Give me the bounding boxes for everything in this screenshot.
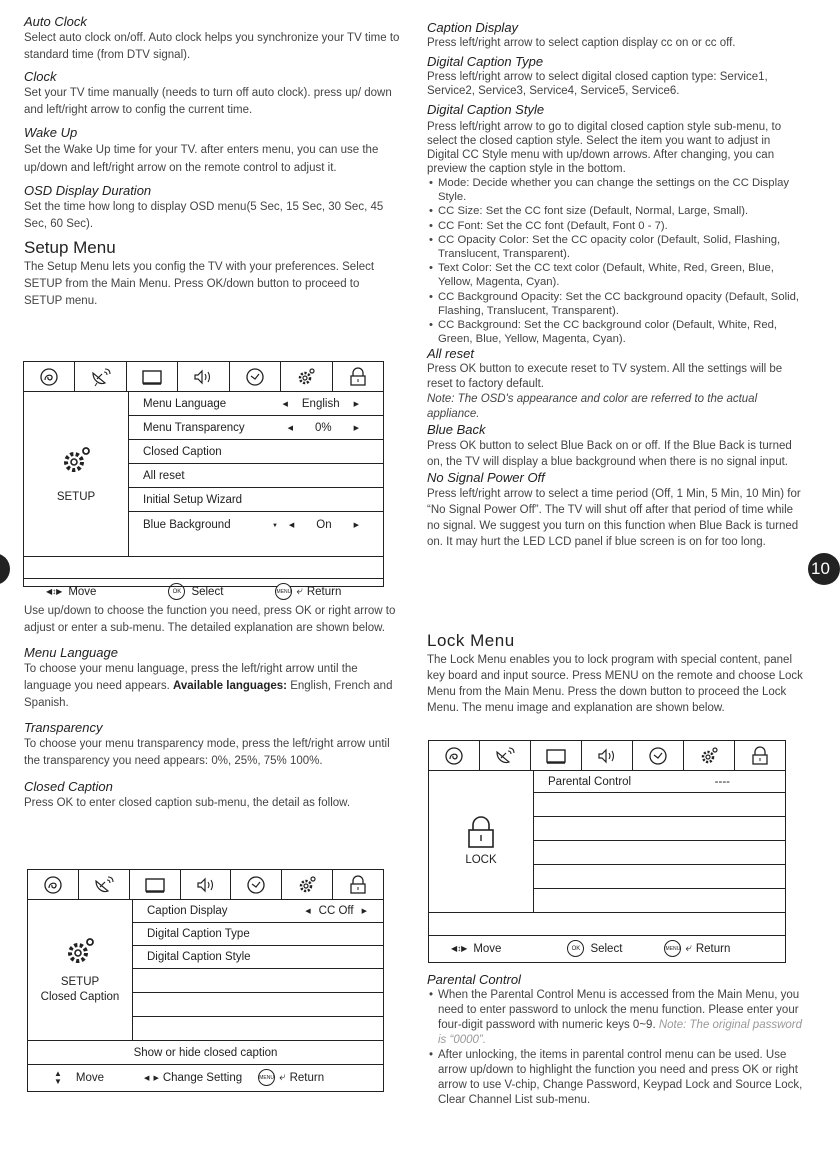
scroll-down-icon: ▼ [272,523,278,529]
tab-picture[interactable] [24,362,75,391]
picture-icon [43,875,63,895]
menu-button-icon: MENU [258,1069,275,1086]
osd-row-empty [534,865,785,889]
caption-display-title: Caption Display [427,20,519,35]
menu-language-text: To choose your menu language, press the left/right arrow until the language you need appears. Available languages: English, French and Spanish. [24,663,393,709]
gear-icon-large [59,444,93,476]
picture-icon [444,746,464,766]
osd-row-caption-display[interactable]: Caption Display ◀ CC Off ▶ [133,900,383,923]
return-hint: MENU ⤶ Return [258,1069,324,1086]
osd-row-parental-control[interactable]: Parental Control ---- [534,771,785,793]
osd-side-label: SETUP [56,490,96,503]
osd-row-digital-caption-style[interactable]: Digital Caption Style [133,946,383,969]
tab-channel[interactable] [480,741,531,770]
satellite-dish-icon [494,746,516,766]
arrow-right-icon: ▶ [361,908,367,915]
tab-audio[interactable] [582,741,633,770]
lock-menu-title: Lock Menu [427,631,515,650]
lock-icon-large [466,815,496,849]
arrow-left-icon: ◀ [288,521,295,529]
list-item: • CC Background Opacity: Set the CC background opacity (Default, Solid, Flashing, Translucent, Transparent). [427,290,805,318]
arrow-right-icon: ▶ [353,424,359,432]
wake-up-title: Wake Up [24,125,78,140]
ok-button-icon: OK [567,940,584,957]
osd-row-empty [534,793,785,817]
parental-control-title: Parental Control [427,972,521,987]
left-column-lower [24,603,400,812]
digital-caption-type-title: Digital Caption Type [427,54,544,69]
osd-side-sublabel: Closed Caption [40,991,120,1003]
arrow-right-icon: ▶ [153,1074,159,1082]
osd-row-closed-caption[interactable]: Closed Caption [129,440,383,464]
lock-icon [750,746,770,766]
page-number-right: 10 [808,553,840,585]
osd-duration-title: OSD Display Duration [24,183,152,198]
all-reset-text: Press OK button to execute reset to TV system. All the settings will be reset to factory default. [427,363,783,391]
return-hint: MENU ⤶ Return [275,583,341,600]
osd-side-panel [28,900,133,1040]
clock-text: Set your TV time manually (needs to turn off auto clock). press up/ down and left/right arrow to config the current time. [24,87,392,116]
osd-rows [534,771,785,912]
parental-control-section [427,972,805,1108]
page-number-left [0,553,10,585]
osd-blank-bar [429,913,785,936]
move-hint: ◀↕▶ Move [46,585,97,598]
tab-lock[interactable] [735,741,785,770]
osd-tab-bar [24,362,383,392]
osd-tab-bar [28,870,383,900]
list-item: • Mode: Decide whether you can change the settings on the CC Display Style. [427,176,805,204]
arrow-right-icon: ▶ [353,400,359,408]
list-item: • When the Parental Control Menu is accessed from the Main Menu, you need to enter password to unlock the menu function. Please enter your four-digit password with numeric keys 0~9. Note: The original password is “0000”. [427,988,805,1048]
osd-footer [24,579,383,604]
gear-icon [296,875,318,895]
osd-row-empty [534,841,785,865]
speaker-icon [192,368,214,386]
osd-side-panel [24,392,129,556]
list-item: • CC Opacity Color: Set the CC opacity color (Default, Solid, Flashing, Translucent, Transparent). [427,233,805,261]
osd-row-menu-transparency[interactable]: Menu Transparency ◀ 0% ▶ [129,416,383,440]
osd-row-empty [133,993,383,1017]
osd-hint-bar: Show or hide closed caption [28,1041,383,1065]
osd-row-empty [133,969,383,993]
list-item: • Text Color: Set the CC text color (Default, White, Red, Green, Blue, Yellow, Magenta, Cyan). [427,261,805,289]
list-item: • CC Background: Set the CC background color (Default, White, Red, Green, Blue, Yellow, Magenta, Cyan). [427,318,805,346]
setup-menu-title: Setup Menu [24,238,116,257]
ok-button-icon: OK [168,583,185,600]
clock-icon [648,746,668,766]
move-hint: ◀↕▶ Move [451,942,502,955]
gear-icon [698,746,720,766]
arrow-left-icon: ◀ [305,908,311,915]
lock-icon [348,367,368,387]
osd-side-label: SETUP [60,976,100,988]
closed-caption-text: Press OK to enter closed caption sub-menu, the detail as follow. [24,797,351,809]
lock-icon [348,875,368,895]
list-item: • CC Size: Set the CC font size (Default, Normal, Large, Small). [427,204,805,218]
menu-language-title: Menu Language [24,645,118,660]
list-item: • CC Font: Set the CC font (Default, Font 0 - 7). [427,219,805,233]
return-arrow-icon: ⤶ [279,1071,286,1083]
arrow-left-icon: ◀ [282,400,288,408]
tab-audio[interactable] [178,362,229,391]
tab-setup[interactable] [684,741,735,770]
osd-row-empty [534,889,785,913]
select-hint: OK Select [168,583,223,600]
osd-row-digital-caption-type[interactable]: Digital Caption Type [133,923,383,946]
osd-duration-text: Set the time how long to display OSD menu(5 Sec, 15 Sec, 30 Sec, 45 Sec, 60 Sec). [24,201,384,230]
speaker-icon [195,876,217,894]
picture-icon [39,367,59,387]
tab-setup[interactable] [281,362,332,391]
tab-display[interactable] [130,870,181,899]
tab-picture[interactable] [28,870,79,899]
osd-side-panel [429,771,534,912]
return-arrow-icon: ⤶ [296,585,303,597]
clock-icon [246,875,266,895]
osd-row-all-reset[interactable]: All reset [129,464,383,488]
arrow-left-icon: ◀ [287,424,293,432]
left-column [24,14,400,310]
digital-caption-style-text: Press left/right arrow to go to digital closed caption style sub-menu, to select the closed caption style. Select the item you want to adjust in Digital CC Style menu with up/down arrows. After changing, you can preview the caption style in the bottom. [427,121,782,175]
four-way-arrow-icon: ◀↕▶ [46,587,63,596]
osd-rows [133,900,383,1040]
speaker-icon [596,747,618,765]
all-reset-title: All reset [427,346,474,362]
lock-menu-text: The Lock Menu enables you to lock program with special content, panel key board and input source. Press MENU on the remote and choose Lock Menu from the Main Menu. Press the down button to proceed the Lock Menu. The menu image and explanation are shown below. [427,654,803,714]
tab-setup[interactable] [282,870,333,899]
blue-back-text: Press OK button to select Blue Back on or off. If the Blue Back is turned on, the TV will display a blue background when there is no signal input. [427,440,792,469]
closed-caption-title: Closed Caption [24,779,113,794]
clock-icon [245,367,265,387]
return-hint: MENU ⤶ Return [664,940,730,957]
osd-row-blue-background[interactable]: Blue Background ▼ ◀ On ▶ [143,518,359,531]
caption-display-text: Press left/right arrow to select caption display cc on or cc off. [427,37,736,49]
setup-menu-text: The Setup Menu lets you config the TV with your preferences. Select SETUP from the Main Menu. Press OK/down button to proceed to SETUP menu. [24,261,375,307]
tab-display[interactable] [127,362,178,391]
auto-clock-text: Select auto clock on/off. Auto clock helps you synchronize your TV time to standard time (from DTV signal). [24,32,400,61]
osd-row-empty [534,817,785,841]
osd-rows [129,392,383,556]
tab-lock[interactable] [333,870,383,899]
arrow-left-icon: ◀ [144,1074,150,1082]
satellite-dish-icon [90,367,112,387]
tab-picture[interactable] [429,741,480,770]
setup-menu-osd [23,361,384,598]
osd-main [24,392,383,557]
satellite-dish-icon [93,875,115,895]
no-signal-title: No Signal Power Off [427,470,545,486]
digital-caption-type-text: Press left/right arrow to select digital closed caption type: Service1, Service2, Service3, Service4, Service5, Service6. [427,71,768,97]
osd-blank-bar [24,557,383,579]
tab-time[interactable] [231,870,282,899]
gear-icon [295,367,317,387]
osd-footer [429,936,785,961]
transparency-title: Transparency [24,720,103,735]
tab-time[interactable] [230,362,281,391]
change-setting-hint: ◀ ▶ Change Setting [144,1071,243,1084]
tab-channel[interactable] [79,870,130,899]
osd-row-initial-setup-wizard[interactable]: Initial Setup Wizard [129,488,383,512]
tab-lock[interactable] [333,362,383,391]
tab-audio[interactable] [181,870,232,899]
screen-icon [141,368,163,386]
gear-icon-large [63,935,97,967]
arrow-right-icon: ▶ [353,521,359,529]
tab-display[interactable] [531,741,582,770]
lock-menu-osd [428,740,786,963]
osd-side-label: LOCK [465,854,497,866]
list-item: • After unlocking, the items in parental control menu can be used. Use arrow up/down to highlight the function you need and press OK or right arrow to use V-chip, Change Password, Keypad Lock and Source Lock, Clear Channel List sub-menu. [427,1048,805,1108]
digital-caption-style-title: Digital Caption Style [427,102,545,117]
clock-title: Clock [24,69,57,84]
move-hint: ▲ ▼ Move [54,1068,105,1086]
parental-control-list [427,988,805,1108]
auto-clock-title: Auto Clock [24,14,87,29]
after-menu-text: Use up/down to choose the function you need, press OK or right arrow to adjust or enter a sub-menu. The detailed explanation are shown below. [24,605,396,634]
blue-back-title: Blue Back [427,422,486,438]
screen-icon [144,876,166,894]
four-way-arrow-icon: ◀↕▶ [451,944,468,953]
transparency-text: To choose your menu transparency mode, press the left/right arrow until the transparency you need appears: 0%, 25%, 75% 100%. [24,738,390,767]
screen-icon [545,747,567,765]
osd-footer [28,1065,383,1090]
closed-caption-osd [27,869,384,1092]
menu-button-icon: MENU [664,940,681,957]
wake-up-text: Set the Wake Up time for your TV. after enters menu, you can use the up/down and left/right arrow on the remote control to adjust it. [24,144,379,174]
osd-main [28,900,383,1041]
tab-channel[interactable] [75,362,126,391]
tab-time[interactable] [633,741,684,770]
select-hint: OK Select [567,940,622,957]
right-column-lower [427,630,805,716]
return-arrow-icon: ⤶ [685,942,692,954]
osd-appearance-note: Note: The OSD's appearance and color are referred to the actual appliance. [427,393,758,421]
menu-button-icon: MENU [275,583,292,600]
osd-row-empty [133,1017,383,1041]
osd-main [429,771,785,913]
up-down-arrow-icon: ▲ ▼ [54,1068,62,1086]
right-column [427,20,805,550]
osd-tab-bar [429,741,785,771]
caption-style-list [427,176,805,346]
no-signal-text: Press left/right arrow to select a time period (Off, 1 Min, 5 Min, 10 Min) for “No Signal Power Off”. The TV will shut off after that period of time while no signal. We suggest you turn on this function when Blue Back is turned on. It may hurt the LED LCD panel if blue screen is on for too long. [427,488,801,549]
osd-row-menu-language[interactable]: Menu Language ◀ English ▶ [129,392,383,416]
